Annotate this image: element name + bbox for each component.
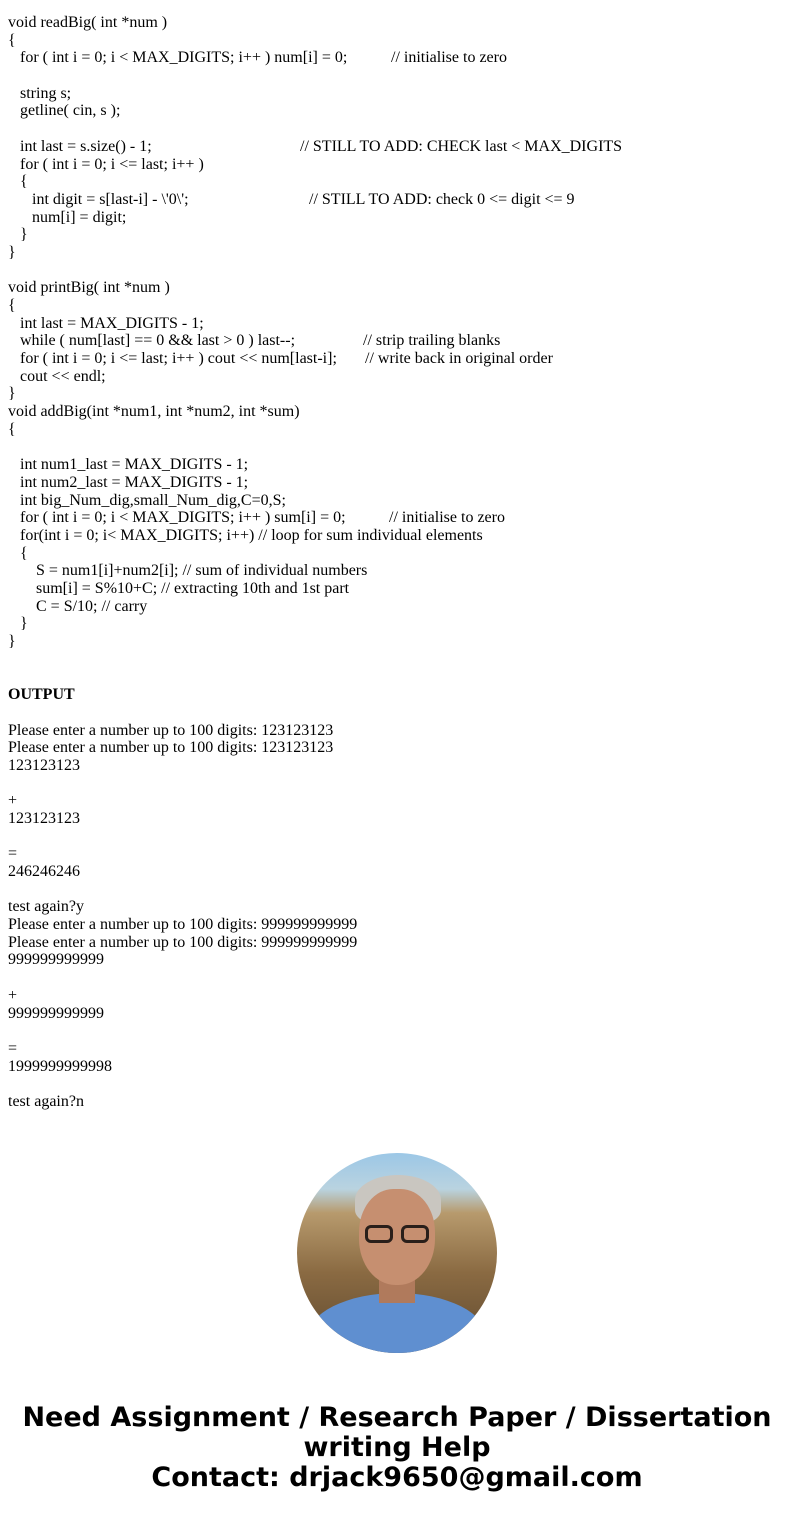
code-line: for ( int i = 0; i <= last; i++ ) [20, 155, 204, 173]
code-text: for ( int i = 0; i < MAX_DIGITS; i++ ) num[i] = 0; [20, 49, 348, 67]
blank-line [8, 828, 788, 846]
code-text: while ( num[last] == 0 && last > 0 ) last--; [20, 332, 296, 350]
output-line: Please enter a number up to 100 digits: 999999999999 [8, 933, 358, 951]
program-output [8, 722, 788, 1111]
code-line: { [8, 420, 16, 438]
blank-line [8, 120, 788, 138]
code-line [8, 49, 788, 67]
output-line: = [8, 845, 18, 863]
blank-line [8, 67, 788, 85]
output-line: 999999999999 [8, 951, 104, 969]
code-line: } [20, 226, 28, 244]
code-line [8, 332, 788, 350]
code-line: { [20, 544, 28, 562]
code-line: int num2_last = MAX_DIGITS - 1; [20, 473, 249, 491]
code-text: int digit = s[last-i] - \'0\'; [32, 190, 189, 208]
code-comment: // write back in original order [365, 350, 553, 368]
code-line [8, 350, 788, 368]
code-line [8, 138, 788, 156]
output-line: Please enter a number up to 100 digits: 999999999999 [8, 916, 358, 934]
code-line: void printBig( int *num ) [8, 279, 170, 297]
output-line: = [8, 1039, 18, 1057]
code-line: sum[i] = S%10+C; // extracting 10th and 1st part [36, 580, 350, 597]
code-line: C = S/10; // carry [36, 597, 148, 615]
code-text: int last = s.size() - 1; [20, 137, 152, 155]
code-line: string s; [20, 84, 72, 102]
author-photo [297, 1153, 497, 1353]
code-line: { [8, 31, 16, 49]
code-line [8, 191, 788, 209]
output-line: Please enter a number up to 100 digits: 123123123 [8, 721, 334, 739]
output-line: 123123123 [8, 756, 80, 774]
code-text: for ( int i = 0; i <= last; i++ ) cout << num[last-i]; [20, 350, 337, 368]
code-line: int big_Num_dig,small_Num_dig,C=0,S; [20, 491, 286, 509]
code-comment: // initialise to zero [389, 509, 505, 527]
contact-email: Contact: drjack9650@gmail.com [151, 1462, 643, 1493]
code-comment: // strip trailing blanks [363, 332, 501, 350]
blank-line [8, 1022, 788, 1040]
code-comment: // STILL TO ADD: CHECK last < MAX_DIGITS [300, 137, 623, 155]
banner-line: Need Assignment / Research Paper / Dissertation [22, 1402, 772, 1433]
blank-line [8, 775, 788, 793]
output-line: test again?n [8, 1092, 84, 1110]
output-heading: OUTPUT [8, 686, 75, 704]
code-line: } [8, 243, 16, 261]
output-line: 1999999999998 [8, 1057, 112, 1075]
code-line [8, 509, 788, 527]
code-line: cout << endl; [20, 367, 106, 385]
code-line: for(int i = 0; i< MAX_DIGITS; i++) // loop for sum individual elements [20, 526, 483, 544]
blank-line [8, 668, 788, 686]
code-line: void addBig(int *num1, int *num2, int *sum) [8, 403, 300, 421]
blank-line [8, 651, 788, 669]
blank-line [8, 439, 788, 457]
code-line: num[i] = digit; [32, 208, 127, 226]
code-text: for ( int i = 0; i < MAX_DIGITS; i++ ) sum[i] = 0; [20, 509, 346, 527]
code-line: } [8, 633, 16, 651]
contact-banner [0, 1403, 794, 1493]
banner-line: writing Help [303, 1432, 491, 1463]
blank-line [8, 1075, 788, 1093]
code-document [8, 14, 788, 1111]
output-line: 246246246 [8, 863, 80, 880]
code-line: getline( cin, s ); [20, 102, 121, 120]
blank-line [8, 881, 788, 899]
blank-line [8, 262, 788, 280]
blank-line [8, 704, 788, 722]
glasses-icon [363, 1225, 433, 1245]
code-line: S = num1[i]+num2[i]; // sum of individual numbers [36, 562, 368, 580]
output-line: + [8, 986, 18, 1004]
blank-line [8, 969, 788, 987]
output-line: Please enter a number up to 100 digits: 123123123 [8, 739, 334, 757]
code-line: } [8, 385, 16, 403]
code-line: int last = MAX_DIGITS - 1; [20, 314, 204, 332]
code-line: { [20, 173, 28, 191]
output-line: 123123123 [8, 809, 80, 827]
code-line: void readBig( int *num ) [8, 14, 168, 31]
code-comment: // STILL TO ADD: check 0 <= digit <= 9 [309, 190, 575, 208]
output-line: 999999999999 [8, 1004, 104, 1022]
code-line: { [8, 297, 16, 314]
output-line: + [8, 792, 18, 810]
code-comment: // initialise to zero [391, 49, 507, 67]
output-line: test again?y [8, 898, 84, 916]
code-line: } [20, 615, 28, 633]
code-line: int num1_last = MAX_DIGITS - 1; [20, 456, 249, 474]
